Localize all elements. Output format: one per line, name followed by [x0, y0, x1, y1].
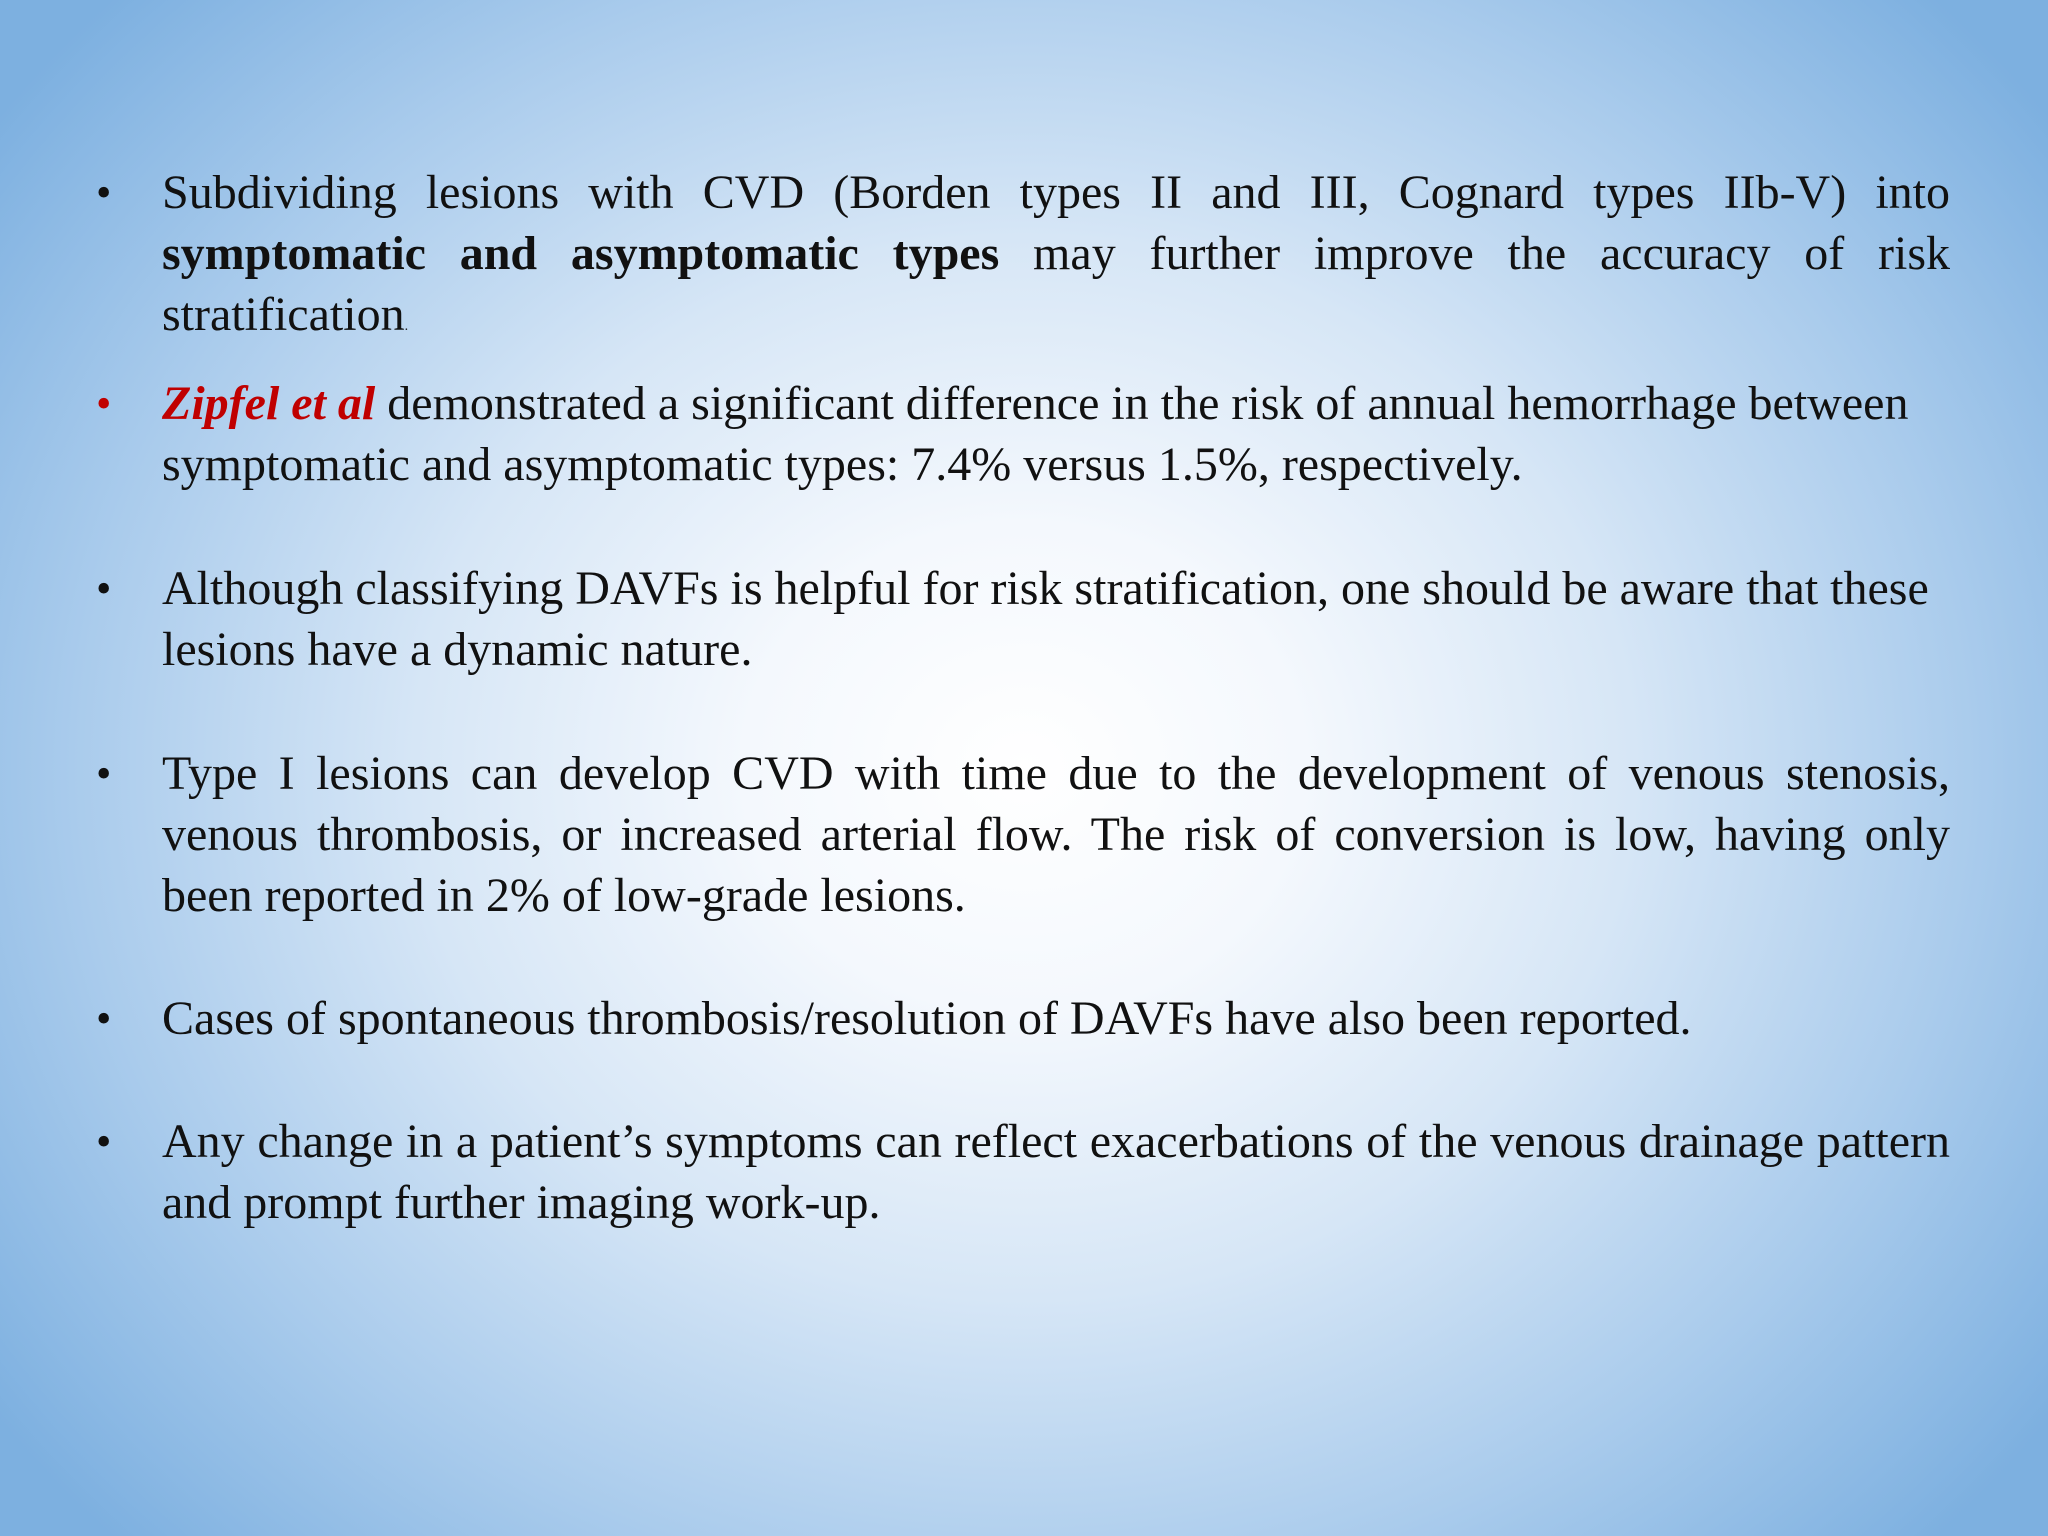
bullet-text-part: demonstrated a significant difference in the risk of annual hemorrhage between symptomatic and asymptomatic types: 7.4% versus 1.5%, respectively. — [162, 377, 1909, 491]
bullet-text: Although classifying DAVFs is helpful for risk stratification, one should be aware that these lesions have a dynamic nature. — [162, 562, 1929, 676]
bullet-dot-icon: • — [96, 564, 112, 613]
bullet-dot-icon: • — [96, 379, 112, 428]
bullet-item — [96, 558, 1950, 680]
bullet-text: Type I lesions can develop CVD with time due to the development of venous stenosis, venous thrombosis, or increased arterial flow. The risk of conversion is low, having only been reported in 2% of low-grade lesions. — [162, 747, 1950, 922]
bullet-text-part: may further improve the accuracy of risk stratification — [162, 227, 1951, 341]
bullet-text — [162, 162, 1950, 357]
bullet-text-part: Subdividing lesions with CVD (Borden types II and III, Cognard types IIb-V) into — [162, 166, 1950, 219]
bullet-dot-icon: • — [96, 168, 112, 217]
bullet-dot-icon: • — [96, 749, 112, 798]
bullet-item — [96, 162, 1950, 357]
bullet-text — [162, 373, 1950, 495]
bullet-text: Cases of spontaneous thrombosis/resolution of DAVFs have also been reported. — [162, 992, 1692, 1045]
citation-author: Zipfel et al — [162, 377, 376, 430]
trailing-period: . — [404, 319, 409, 334]
bullet-item — [96, 743, 1950, 926]
bullet-item — [96, 373, 1950, 495]
bullet-item — [96, 988, 1950, 1049]
bold-phrase: symptomatic and asymptomatic types — [162, 227, 1000, 280]
bullet-dot-icon: • — [96, 994, 112, 1043]
bullet-text: Any change in a patient’s symptoms can reflect exacerbations of the venous drainage pattern and prompt further imaging work-up. — [162, 1115, 1950, 1229]
bullet-item — [96, 1111, 1950, 1233]
bullet-dot-icon: • — [96, 1117, 112, 1166]
